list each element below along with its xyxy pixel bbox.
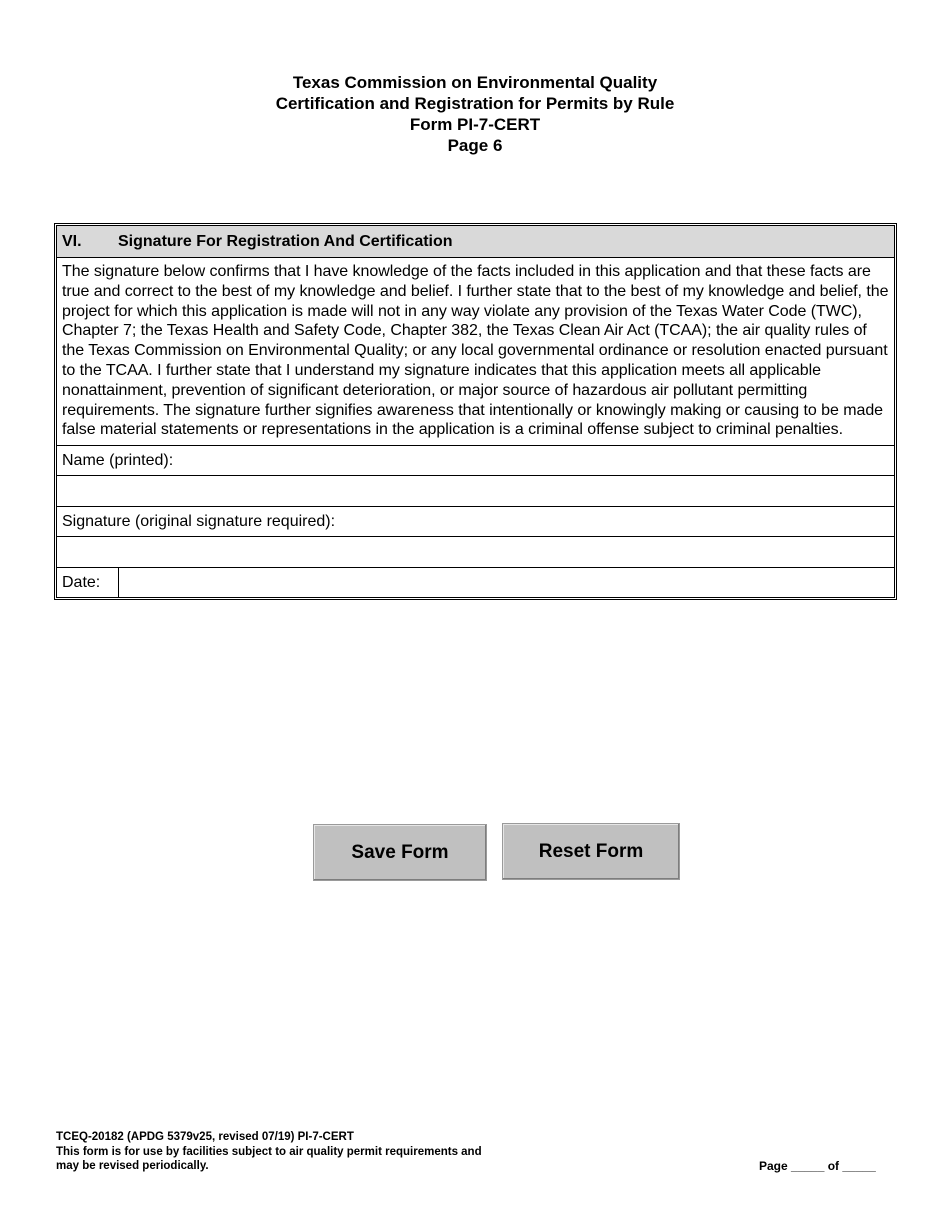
footer-note-2: may be revised periodically. bbox=[56, 1160, 209, 1172]
signature-section-table bbox=[54, 223, 897, 600]
page-number: Page 6 bbox=[447, 136, 503, 155]
form-subtitle: Certification and Registration for Permits by Rule bbox=[275, 94, 675, 113]
section-title: Signature For Registration And Certification bbox=[118, 232, 453, 250]
date-row bbox=[57, 568, 894, 597]
agency-title: Texas Commission on Environmental Quality bbox=[292, 73, 658, 92]
section-header bbox=[57, 226, 894, 258]
page-of-indicator: Page _____ of _____ bbox=[759, 1159, 876, 1173]
footer-form-id: TCEQ-20182 (APDG 5379v25, revised 07/19) PI-7-CERT bbox=[56, 1131, 354, 1143]
signature-field[interactable] bbox=[57, 537, 894, 568]
certification-statement: The signature below confirms that I have knowledge of the facts included in this application and that these facts are true and correct to the best of my knowledge and belief. I further state that to the best of my knowledge and belief, the project for which this application is made will not in any way violate any provision of the Texas Water Code (TWC), Chapter 7; the Texas Health and Safety Code, Chapter 382, the Texas Clean Air Act (TCAA); the air quality rules of the Texas Commission on Environmental Quality; or any local governmental ordinance or resolution enacted pursuant to the TCAA. I further state that I understand my signature indicates that this application meets all applicable nonattainment, prevention of significant deterioration, or major source of hazardous air pollutant permitting requirements. The signature further signifies awareness that intentionally or knowingly making or causing to be made false material statements or representations in the application is a criminal offense subject to criminal penalties. bbox=[57, 258, 894, 446]
name-label: Name (printed): bbox=[57, 446, 894, 476]
save-form-button[interactable]: Save Form bbox=[313, 824, 487, 881]
form-number: Form PI-7-CERT bbox=[409, 115, 541, 134]
signature-label: Signature (original signature required): bbox=[57, 507, 894, 537]
date-field[interactable] bbox=[119, 568, 894, 597]
date-label: Date: bbox=[57, 568, 119, 597]
form-footer bbox=[56, 1130, 482, 1174]
form-header bbox=[0, 72, 950, 156]
footer-note-1: This form is for use by facilities subject to air quality permit requirements and bbox=[56, 1145, 482, 1158]
section-number: VI. bbox=[62, 232, 82, 250]
name-field[interactable] bbox=[57, 476, 894, 507]
reset-form-button[interactable]: Reset Form bbox=[502, 823, 680, 880]
